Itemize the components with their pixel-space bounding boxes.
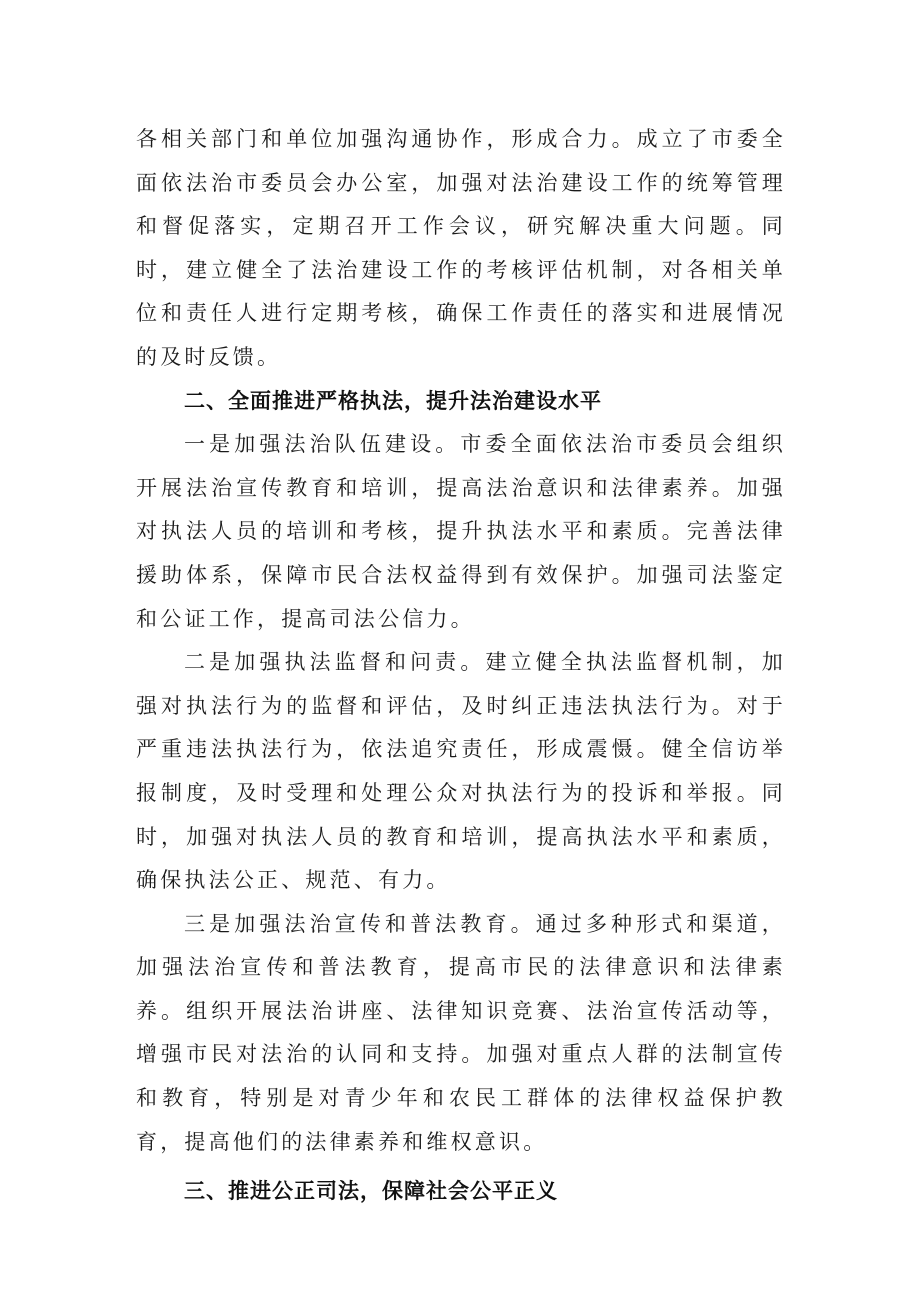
paragraph-legal-publicity: 三是加强法治宣传和普法教育。通过多种形式和渠道，加强法治宣传和普法教育，提高市民的法律意识和法律素养。组织开展法治讲座、法律知识竞赛、法治宣传活动等，增强市民对法治的认同和支持。加强对重点人群的法制宣传和教育，特别是对青少年和农民工群体的法律权益保护教育，提高他们的法律素养和维权意识。 (136, 911, 786, 1154)
paragraph-responsibility: 各相关部门和单位加强沟通协作，形成合力。成立了市委全面依法治市委员会办公室，加强对法治建设工作的统筹管理和督促落实，定期召开工作会议，研究解决重大问题。同时，建立健全了法治建设工作的考核评估机制，对各相关单位和责任人进行定期考核，确保工作责任的落实和进展情况的及时反馈。 (136, 127, 786, 369)
paragraph-legal-team: 一是加强法治队伍建设。市委全面依法治市委员会组织开展法治宣传教育和培训，提高法治意识和法律素养。加强对执法人员的培训和考核，提升执法水平和素质。完善法律援助体系，保障市民合法权益得到有效保护。加强司法鉴定和公证工作，提高司法公信力。 (136, 432, 786, 631)
section-heading-3: 三、推进公正司法，保障社会公平正义 (184, 1179, 558, 1204)
document-body (136, 118, 786, 1214)
section-heading-2: 二、全面推进严格执法，提升法治建设水平 (184, 388, 602, 413)
paragraph-enforcement-supervision: 二是加强执法监督和问责。建立健全执法监督机制，加强对执法行为的监督和评估，及时纠正违法执法行为。对于严重违法执法行为，依法追究责任，形成震慑。健全信访举报制度，及时受理和处理公众对执法行为的投诉和举报。同时，加强对执法人员的教育和培训，提高执法水平和素质，确保执法公正、规范、有力。 (136, 650, 786, 893)
